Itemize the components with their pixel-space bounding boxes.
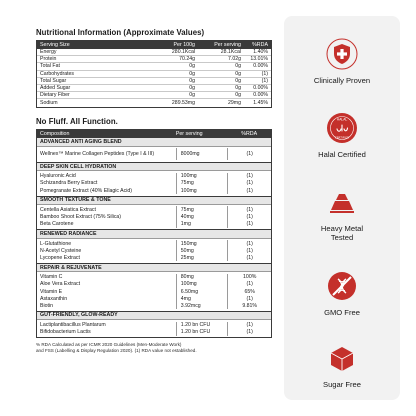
- value-rda: 0.00%: [253, 92, 268, 99]
- nutrition-table: [36, 40, 272, 108]
- header-serving-size: Serving Size: [40, 42, 70, 48]
- composition-table-header: [37, 130, 271, 138]
- blend-body: [37, 271, 271, 310]
- ingredient-row: [37, 173, 271, 180]
- blend-heading: ADVANCED ANTI AGING BLEND: [37, 138, 271, 146]
- ingredient-per-serving: 1.20 bn CFU: [176, 322, 228, 329]
- ingredient-row: [37, 214, 271, 221]
- value-per-100g: 70.24g: [179, 56, 195, 63]
- ingredient-row: [37, 302, 271, 309]
- ingredient-per-serving: 100mg: [176, 173, 228, 180]
- nutrient-name: Dietary Fiber: [40, 92, 70, 99]
- ingredient-per-serving: 100mg: [176, 281, 228, 288]
- blend-heading: GUT-FRIENDLY, GLOW-READY: [37, 311, 271, 319]
- ingredient-rda: (1): [227, 254, 271, 261]
- ingredient-row: [37, 322, 271, 329]
- footnote-line-1: % RDA Calculated as per ICMR 2020 Guidelines (Men-Moderate Work): [36, 342, 182, 348]
- ingredient-row: [37, 288, 271, 295]
- claims-panel: [284, 16, 400, 400]
- claim-label: Sugar Free: [323, 380, 361, 389]
- ingredient-name: Wellnex™ Marine Collagen Peptides (Type I & III): [40, 151, 155, 158]
- ingredient-row: [37, 240, 271, 247]
- nutrition-row: [37, 92, 271, 99]
- value-per-serving: 0g: [235, 92, 241, 99]
- nutrition-title: Nutritional Information (Approximate Values): [36, 28, 205, 37]
- ingredient-rda: (1): [227, 187, 271, 194]
- value-per-100g: 0g: [189, 92, 195, 99]
- ingredient-row: [37, 281, 271, 288]
- blend-body: [37, 319, 271, 337]
- claim-heavy-metal-tested: [284, 186, 400, 242]
- nutrient-name: Energy: [40, 49, 57, 56]
- ingredient-name: Aloe Vera Extract: [40, 281, 81, 288]
- ingredient-per-serving: 75mg: [176, 206, 228, 213]
- footnote: [36, 342, 272, 354]
- nutrition-row: [37, 71, 271, 78]
- value-per-100g: 0g: [189, 63, 195, 70]
- ingredient-name: Beta Carotene: [40, 221, 74, 228]
- nutrition-row: [37, 85, 271, 92]
- ingredient-rda: (1): [227, 214, 271, 221]
- value-rda: 13.01%: [250, 56, 268, 63]
- nutrition-row: [37, 49, 271, 56]
- gmo-free-icon: [326, 270, 358, 302]
- nutrient-name: Carbohydrates: [40, 70, 75, 77]
- nutrition-row: [37, 63, 271, 70]
- ingredient-row: [37, 206, 271, 213]
- ingredient-per-serving: 150mg: [176, 240, 228, 247]
- nutrition-row: [37, 56, 271, 63]
- nutrition-table-body: [37, 49, 271, 107]
- ingredient-rda: (1): [227, 180, 271, 187]
- value-rda: 1.40%: [253, 49, 268, 56]
- composition-table: [36, 129, 272, 339]
- halal-certified-icon: [326, 112, 358, 144]
- ingredient-row: [37, 295, 271, 302]
- left-column: [36, 0, 272, 354]
- value-per-serving: 7.02g: [228, 56, 241, 63]
- value-per-serving: 0g: [235, 63, 241, 70]
- ingredient-name: Centella Asiatica Extract: [40, 207, 96, 213]
- ingredient-row: [37, 187, 271, 194]
- ingredient-per-serving: 75mg: [176, 180, 228, 187]
- ingredient-per-serving: 4mg: [176, 295, 228, 302]
- ingredient-row: [37, 148, 271, 160]
- nutrient-name: Sodium: [40, 99, 58, 106]
- ingredient-per-serving: 8000mg: [176, 148, 228, 160]
- ingredient-rda: 65%: [227, 288, 271, 295]
- value-rda: (1): [261, 70, 268, 77]
- value-per-serving: 0g: [235, 85, 241, 92]
- value-rda: (1): [261, 77, 268, 84]
- ingredient-rda: 9.81%: [227, 302, 271, 309]
- ingredient-rda: (1): [227, 322, 271, 329]
- header-comp-rda: %RDA: [241, 130, 258, 137]
- ingredient-name: Vitamin C: [40, 274, 63, 281]
- claim-sugar-free: [284, 342, 400, 389]
- ingredient-row: [37, 180, 271, 187]
- ingredient-name: N-Acetyl Cysteine: [40, 247, 82, 254]
- halal-badge-bottom-text: CERTIFIED: [334, 135, 350, 140]
- nutrient-name: Total Sugar: [40, 77, 67, 84]
- ingredient-per-serving: 6.50mg: [176, 288, 228, 295]
- ingredient-name: Bamboo Shoot Extract (75% Silica): [40, 214, 122, 221]
- ingredient-name: Biotin: [40, 302, 53, 309]
- composition-title: No Fluff. All Function.: [36, 116, 118, 126]
- value-rda: 0.00%: [253, 63, 268, 70]
- blend-heading: REPAIR & REJUVENATE: [37, 263, 271, 271]
- ingredient-rda: (1): [227, 281, 271, 288]
- value-per-serving: 28.1Kcal: [220, 49, 241, 56]
- ingredient-row: [37, 274, 271, 281]
- nutrient-name: Protein: [40, 56, 57, 63]
- ingredient-name: Hyaluronic Acid: [40, 173, 76, 180]
- ingredient-rda: (1): [227, 329, 271, 336]
- value-per-100g: 0g: [189, 77, 195, 84]
- blend-body: [37, 170, 271, 195]
- halal-badge-top-text: HALAL: [336, 117, 348, 122]
- ingredient-rda: (1): [227, 173, 271, 180]
- ingredient-rda: (1): [227, 221, 271, 228]
- ingredient-per-serving: 3.92mcg: [176, 302, 228, 309]
- ingredient-per-serving: 80mg: [176, 274, 228, 281]
- ingredient-name: Lactiplantibacillus Plantarum: [40, 322, 106, 329]
- ingredient-name: Schizandra Berry Extract: [40, 180, 98, 187]
- value-rda: 0.00%: [253, 85, 268, 92]
- ingredient-rda: (1): [227, 247, 271, 254]
- header-per-100g: Per 100g: [173, 42, 195, 48]
- nutrient-name: Total Fat: [40, 63, 60, 70]
- blend-heading: SMOOTH TEXTURE & TONE: [37, 196, 271, 204]
- ingredient-per-serving: 25mg: [176, 254, 228, 261]
- ingredient-row: [37, 329, 271, 336]
- value-per-100g: 280.1Kcal: [171, 49, 195, 56]
- claim-gmo-free: [284, 270, 400, 317]
- claim-halal-certified: [284, 112, 400, 159]
- claim-label: Clinically Proven: [313, 76, 371, 85]
- ingredient-per-serving: 1mg: [176, 221, 228, 228]
- header-per-serving: Per serving: [214, 42, 241, 48]
- ingredient-rda: (1): [227, 206, 271, 213]
- blend-body: [37, 146, 271, 162]
- value-per-100g: 289.53mg: [171, 99, 195, 106]
- header-composition: Composition: [40, 130, 70, 137]
- nutrition-row: [37, 78, 271, 85]
- claim-label: Halal Certified: [318, 150, 366, 159]
- ingredient-per-serving: 50mg: [176, 247, 228, 254]
- ingredient-rda: 100%: [227, 274, 271, 281]
- header-rda: %RDA: [252, 42, 268, 48]
- ingredient-row: [37, 221, 271, 228]
- value-per-100g: 0g: [189, 85, 195, 92]
- claim-clinically-proven: [284, 38, 400, 85]
- sugar-free-icon: [326, 342, 358, 374]
- value-per-serving: 0g: [235, 77, 241, 84]
- blend-heading: RENEWED RADIANCE: [37, 229, 271, 237]
- blend-body: [37, 204, 271, 229]
- value-per-serving: 0g: [235, 70, 241, 77]
- value-per-serving: 29mg: [228, 99, 241, 106]
- ingredient-name: Bifidobacterium Lactis: [40, 329, 91, 336]
- blend-body: [37, 238, 271, 263]
- ingredient-per-serving: 1.20 bn CFU: [176, 329, 228, 336]
- heavy-metal-tested-icon: [326, 186, 358, 218]
- footnote-line-2: and FSS (Labelling & Display Regulation 2020). (1) RDA value not established.: [36, 348, 197, 354]
- composition-table-body: [37, 138, 271, 338]
- blend-heading: DEEP SKIN CELL HYDRATION: [37, 162, 271, 170]
- ingredient-name: Astaxanthin: [40, 295, 68, 302]
- clinical-shield-icon: [326, 38, 358, 70]
- ingredient-row: [37, 247, 271, 254]
- ingredient-rda: (1): [227, 240, 271, 247]
- value-rda: 1.45%: [253, 99, 268, 106]
- header-comp-per-serving: Per serving: [175, 130, 203, 137]
- ingredient-per-serving: 40mg: [176, 214, 228, 221]
- claim-label: Heavy Metal Tested: [320, 224, 364, 242]
- nutrition-row: [37, 99, 271, 106]
- ingredient-name: Lycopene Extract: [40, 254, 80, 261]
- ingredient-rda: (1): [227, 295, 271, 302]
- ingredient-name: Vitamin E: [40, 288, 63, 295]
- ingredient-row: [37, 254, 271, 261]
- claim-label: GMO Free: [324, 308, 360, 317]
- nutrition-table-header: [37, 41, 271, 49]
- ingredient-rda: (1): [227, 148, 271, 160]
- ingredient-name: L-Glutathione: [40, 240, 72, 247]
- value-per-100g: 0g: [189, 70, 195, 77]
- nutrient-name: Added Sugar: [40, 85, 71, 92]
- ingredient-name: Pomegranate Extract (40% Ellagic Acid): [40, 187, 132, 194]
- ingredient-per-serving: 100mg: [176, 187, 228, 194]
